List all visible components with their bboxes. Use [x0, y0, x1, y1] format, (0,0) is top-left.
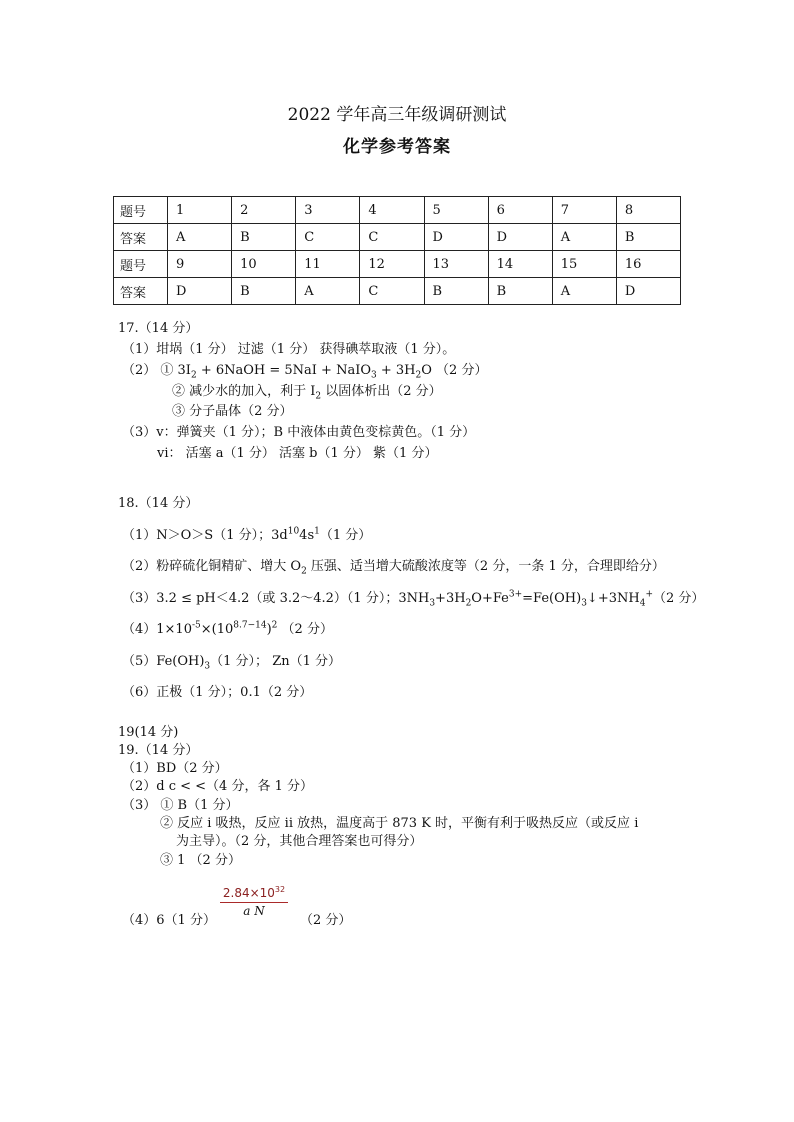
table-cell: C [360, 224, 424, 251]
table-cell: C [360, 278, 424, 305]
text-run: 2 [315, 391, 322, 402]
q17-part2-reason [172, 384, 442, 400]
text-run: （2） ① 3I [122, 363, 191, 378]
q19-part3-4: ③ 1 （2 分） [160, 853, 241, 868]
table-cell: 6 [488, 197, 552, 224]
table-cell: A [552, 224, 616, 251]
text-run: 3 [581, 598, 587, 609]
row-header: 题号 [114, 251, 168, 278]
text-run: =Fe(OH) [522, 591, 582, 606]
table-cell: 11 [296, 251, 360, 278]
text-run: （1 分）； Zn（1 分） [210, 654, 342, 669]
table-cell: 16 [616, 251, 680, 278]
table-cell: D [616, 278, 680, 305]
table-cell: 1 [168, 197, 232, 224]
text-run: （2）粉碎硫化铜精矿、增大 O [122, 559, 302, 574]
text-run: ) [266, 622, 272, 637]
table-row [114, 278, 681, 305]
table-row [114, 224, 681, 251]
q19-part1: （1）BD（2 分） [122, 761, 228, 776]
row-header: 答案 [114, 224, 168, 251]
fraction-bar [220, 902, 288, 903]
q17-part3-v: （3）v：弹簧夹（1 分）；B 中液体由黄色变棕黄色。（1 分） [122, 425, 476, 440]
table-cell: 15 [552, 251, 616, 278]
page-subtitle: 化学参考答案 [343, 137, 451, 157]
text-run: 以固体析出（2 分） [321, 384, 442, 399]
text-run: +3H [435, 591, 466, 606]
table-cell: A [552, 278, 616, 305]
text-run: + 3H [376, 363, 416, 378]
text-run: 4 [639, 598, 646, 609]
table-cell: 12 [360, 251, 424, 278]
q19-heading-b: 19.（14 分） [118, 743, 199, 758]
q18-part2 [122, 559, 665, 575]
text-run: 3 [204, 661, 211, 672]
q18-part1 [122, 528, 371, 544]
q19-heading-a: 19(14 分) [118, 725, 179, 740]
q18-part3 [122, 591, 704, 607]
text-run: O （2 分） [421, 363, 488, 378]
text-run: （1）N＞O＞S（1 分）；3d [122, 528, 288, 543]
text-run: 压强、适当增大硫酸浓度等（2 分，一条 1 分，合理即给分） [306, 559, 665, 574]
table-cell: D [488, 224, 552, 251]
table-row [114, 197, 681, 224]
row-header: 答案 [114, 278, 168, 305]
q19-part3-3: 为主导）。（2 分，其他合理答案也可得分） [176, 834, 423, 849]
text-run: 3+ [508, 589, 523, 600]
answer-table [113, 196, 681, 305]
text-run: 2 [190, 370, 197, 381]
text-run: （2 分） [277, 622, 333, 637]
text-run: （1 分） [319, 528, 372, 543]
row-header: 题号 [114, 197, 168, 224]
q19-part4: （4）6（1 分） [122, 913, 216, 928]
text-run: ×(10 [200, 622, 234, 637]
table-cell: D [168, 278, 232, 305]
q17-heading: 17.（14 分） [118, 321, 199, 336]
text-run: ↓+3NH [586, 591, 640, 606]
table-cell: 9 [168, 251, 232, 278]
density-fraction [220, 882, 288, 918]
table-cell: 2 [232, 197, 296, 224]
table-cell: B [232, 278, 296, 305]
text-run: ② 减少水的加入，利于 I [172, 384, 316, 399]
q18-heading: 18.（14 分） [118, 496, 199, 511]
table-cell: B [488, 278, 552, 305]
q19-part4-score: （2 分） [300, 913, 352, 928]
table-cell: B [232, 224, 296, 251]
text-run: 3 [429, 598, 436, 609]
text-run: -5 [191, 620, 201, 631]
page-title: 2022 学年高三年级调研测试 [287, 105, 507, 125]
table-cell: 13 [424, 251, 488, 278]
q17-part3-vi: vi： 活塞 a（1 分） 活塞 b（1 分） 紫（1 分） [157, 446, 438, 461]
text-run: + [645, 589, 653, 600]
table-cell: 5 [424, 197, 488, 224]
q18-part5 [122, 654, 341, 670]
table-cell: A [168, 224, 232, 251]
text-run: 4s [299, 528, 315, 543]
table-cell: B [424, 278, 488, 305]
fraction-numerator: $2.84\times 10^{32}$ [222, 885, 286, 900]
table-cell: B [616, 224, 680, 251]
q17-part2-equation [122, 363, 487, 379]
table-cell: 8 [616, 197, 680, 224]
q18-part6: （6）正极（1 分）；0.1（2 分） [122, 685, 313, 700]
q19-part2: （2）d c < <（4 分，各 1 分） [122, 779, 313, 794]
table-cell: 3 [296, 197, 360, 224]
q17-part2-crystal: ③ 分子晶体（2 分） [172, 404, 293, 419]
text-run: 1 [314, 526, 320, 537]
text-run: 2 [271, 620, 278, 631]
q19-part3-1: （3） ① B（1 分） [122, 798, 239, 813]
table-cell: C [296, 224, 360, 251]
text-run: （5）Fe(OH) [122, 654, 205, 669]
text-run: + 6NaOH = 5NaI + NaIO [196, 363, 372, 378]
text-run: （2 分） [652, 591, 705, 606]
q17-part1: （1）坩埚（1 分） 过滤（1 分） 获得碘萃取液（1 分）。 [122, 342, 456, 357]
text-run: 2 [301, 566, 307, 577]
table-cell: 4 [360, 197, 424, 224]
table-cell: 14 [488, 251, 552, 278]
table-cell: A [296, 278, 360, 305]
table-row [114, 251, 681, 278]
q19-part3-2: ② 反应 i 吸热，反应 ii 放热，温度高于 873 K 时，平衡有利于吸热反应（或反应 i [160, 816, 639, 831]
table-cell: 7 [552, 197, 616, 224]
text-run: 2 [465, 598, 472, 609]
fraction-denominator: a N [243, 904, 265, 918]
text-run: （3）3.2 ≤ pH＜4.2（或 3.2～4.2）（1 分）；3NH [122, 591, 430, 606]
table-cell: 10 [232, 251, 296, 278]
text-run: 10 [287, 526, 300, 537]
q18-part4 [122, 622, 333, 638]
text-run: O+Fe [471, 591, 509, 606]
text-run: 8.7−14 [233, 620, 267, 631]
text-run: 2 [415, 370, 422, 381]
table-cell: D [424, 224, 488, 251]
text-run: （4）1×10 [122, 622, 192, 637]
text-run: 3 [371, 370, 377, 381]
